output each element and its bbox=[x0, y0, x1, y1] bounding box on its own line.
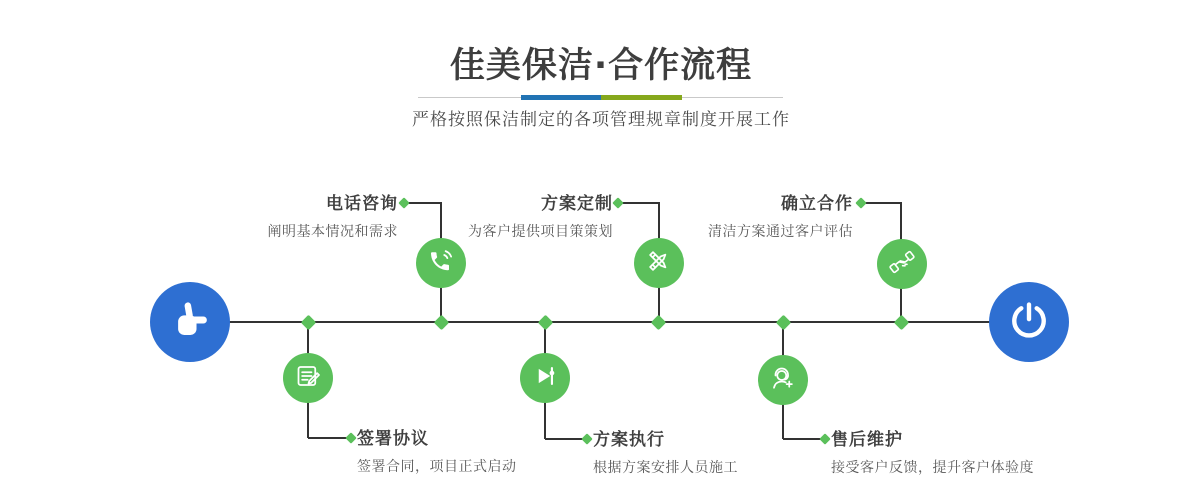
document-sign-icon bbox=[293, 361, 323, 395]
step-desc: 清洁方案通过客户评估 bbox=[708, 224, 853, 240]
step-plan-customization-label bbox=[468, 189, 613, 241]
step-after-sales-circle bbox=[758, 355, 808, 405]
step-sign-agreement-circle bbox=[283, 353, 333, 403]
timeline-node-diamond bbox=[301, 315, 317, 331]
label-connector-diamond bbox=[612, 197, 623, 208]
timeline-node-diamond bbox=[651, 315, 667, 331]
page-title: 佳美保洁·合作流程 bbox=[449, 46, 753, 86]
step-title: 确立合作 bbox=[781, 194, 853, 214]
step-title: 电话咨询 bbox=[326, 194, 398, 214]
timeline-node-diamond bbox=[776, 315, 792, 331]
start-endpoint-circle bbox=[150, 282, 230, 362]
step-establish-cooperation-label bbox=[708, 189, 853, 241]
step-after-sales-label bbox=[831, 425, 1034, 477]
step-title: 方案定制 bbox=[541, 194, 613, 214]
timeline-node-diamond bbox=[434, 315, 450, 331]
label-connector-diamond bbox=[855, 197, 866, 208]
timeline-main-line bbox=[228, 321, 990, 323]
play-execute-icon bbox=[530, 361, 560, 395]
label-connector-diamond bbox=[581, 433, 592, 444]
step-title: 签署协议 bbox=[357, 429, 429, 449]
step-phone-consult-circle bbox=[416, 238, 466, 288]
label-connector-diamond bbox=[819, 433, 830, 444]
step-desc: 根据方案安排人员施工 bbox=[593, 460, 738, 476]
power-icon bbox=[1008, 299, 1050, 345]
step-phone-consult-label bbox=[268, 189, 399, 241]
step-desc: 阐明基本情况和需求 bbox=[267, 224, 398, 240]
step-desc: 接受客户反馈，提升客户体验度 bbox=[831, 460, 1034, 476]
timeline-node-diamond bbox=[894, 315, 910, 331]
title-divider-blue-segment bbox=[521, 95, 601, 100]
handshake-icon bbox=[887, 247, 917, 281]
label-connector-diamond bbox=[398, 197, 409, 208]
phone-icon bbox=[426, 246, 456, 280]
step-title: 方案执行 bbox=[593, 430, 665, 450]
step-establish-cooperation-circle bbox=[877, 239, 927, 289]
step-title: 售后维护 bbox=[831, 430, 903, 450]
title-divider-green-segment bbox=[601, 95, 682, 100]
step-plan-customization-circle bbox=[634, 238, 684, 288]
step-desc: 为客户提供项目策策划 bbox=[468, 224, 613, 240]
step-plan-execution-label bbox=[593, 425, 738, 477]
label-connector-diamond bbox=[345, 432, 356, 443]
end-endpoint-circle bbox=[989, 282, 1069, 362]
page-subtitle: 严格按照保洁制定的各项管理规章制度开展工作 bbox=[412, 110, 790, 130]
crossed-pencils-icon bbox=[644, 246, 674, 280]
step-sign-agreement-label bbox=[357, 424, 517, 476]
timeline-node-diamond bbox=[538, 315, 554, 331]
hand-pointer-icon bbox=[167, 297, 213, 347]
step-desc: 签署合同，项目正式启动 bbox=[357, 459, 517, 475]
step-plan-execution-circle bbox=[520, 353, 570, 403]
headset-plus-icon bbox=[768, 363, 798, 397]
